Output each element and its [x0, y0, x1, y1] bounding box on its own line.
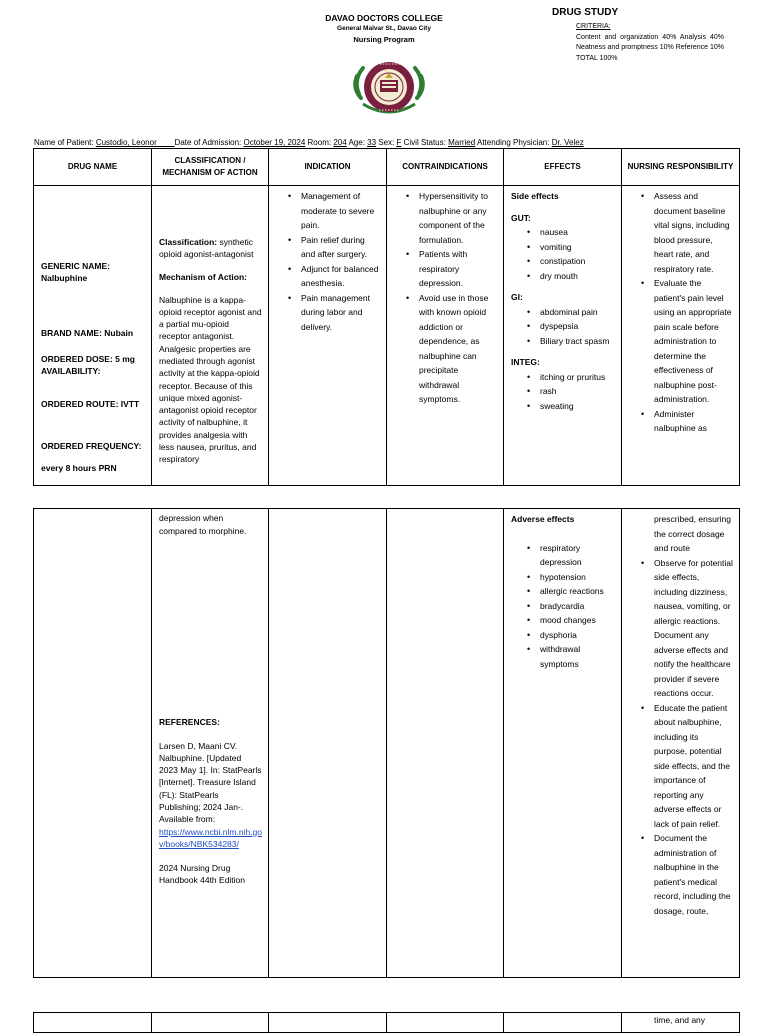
effect-item: • dyspepsia: [540, 319, 615, 334]
sex-label: Sex:: [376, 138, 397, 147]
effect-item: • abdominal pain: [540, 305, 615, 320]
contraindication-cell: [387, 186, 504, 486]
nursing-continued-text-page3: time, and any: [654, 1015, 706, 1025]
nursing-list-page1: [636, 189, 733, 436]
adverse-item: • dysphoria: [540, 628, 615, 643]
patient-info-line: [34, 137, 584, 148]
adverse-item: • withdrawal symptoms: [540, 642, 615, 671]
side-effects-label: Side effects: [511, 191, 559, 201]
effect-item: • Biliary tract spasm: [540, 334, 615, 349]
drug-study-table-page1: [33, 148, 740, 486]
criteria-text: Content and organization 40% Analysis 40% Neatness and promptness 10% Reference 10% TOTAL 100%: [576, 33, 724, 62]
physician-label: Attending Physician:: [475, 138, 552, 147]
reference-1: Larsen D, Maani CV. Nalbuphine. [Updated 2023 May 1]. In: StatPearls [Internet]. Treasure Island (FL): StatPearls Publishing; 2024 Jan-. Available from:: [159, 740, 262, 825]
ordered-frequency-label: ORDERED FREQUENCY:: [41, 441, 142, 451]
effect-item: • rash: [540, 384, 615, 399]
effect-item: • itching or pruritus: [540, 370, 615, 385]
drug-study-title: DRUG STUDY: [552, 7, 619, 18]
contraindication-item: • Avoid use in those with known opioid addiction or dependence, as nalbuphine can precipitate withdrawal symptoms.: [419, 291, 497, 407]
classification-cell: [152, 186, 269, 486]
gi-effects-list: [522, 305, 615, 349]
civil-status-label: Civil Status:: [401, 138, 449, 147]
college-seal-icon: [349, 58, 429, 118]
gi-label: GI:: [511, 292, 523, 302]
integ-label: INTEG:: [511, 357, 540, 367]
gut-label: GUT:: [511, 212, 531, 223]
program-name: Nursing Program: [353, 35, 415, 44]
nursing-item: • Evaluate the patient's pain level using an appropriate pain scale before administration to determine the effectiveness of nalbuphine post-administration.: [654, 276, 733, 407]
effects-cell: [504, 186, 622, 486]
patient-sex: F: [396, 138, 402, 147]
effect-item: • nausea: [540, 225, 615, 240]
classification-value: synthetic opioid agonist-antagonist: [159, 237, 254, 259]
indication-list: [283, 189, 380, 334]
indication-item: • Pain management during labor and delivery.: [301, 291, 380, 335]
adverse-item: • allergic reactions: [540, 584, 615, 599]
indication-cell: [269, 186, 387, 486]
reference-link[interactable]: https://www.ncbi.nlm.nih.gov/books/NBK534283/: [159, 826, 262, 849]
moa-label: Mechanism of Action:: [159, 272, 247, 282]
school-name: DAVAO DOCTORS COLLEGE: [325, 13, 443, 23]
moa-text-part2: depression when compared to morphine.: [159, 513, 247, 536]
indication-cell-page3: [269, 1013, 387, 1033]
drug-name-cell-cont: [34, 509, 152, 978]
drug-name-cell-page3: [34, 1013, 152, 1033]
grading-criteria: [576, 22, 724, 64]
effects-cell-page3: [504, 1013, 622, 1033]
nursing-item: • Document the administration of nalbuphine in the patient's medical record, including the dosage, route,: [654, 831, 733, 918]
moa-text-part1: Nalbuphine is a kappa-opioid receptor agonist and a partial mu-opioid receptor antagonist. Analgesic properties are mediated through agonist activity at the kappa-opioid receptor. Because of this unique mixed agonist-antagonist opioid receptor activity of nalbuphine, it provides analgesia with less nausea, pruritus, and respiratory: [159, 294, 262, 465]
classification-cell-cont: [152, 509, 269, 978]
indication-item: • Pain relief during and after surgery.: [301, 233, 380, 262]
header-drug-name: DRUG NAME: [34, 149, 152, 186]
patient-name-label: Name of Patient:: [34, 138, 96, 147]
criteria-label: CRITERIA:: [576, 23, 611, 30]
physician-name: Dr. Velez: [551, 138, 584, 147]
nursing-cell-page3: [622, 1013, 740, 1033]
header-contraindications: CONTRAINDICATIONS: [387, 149, 504, 186]
civil-status: Married: [448, 138, 476, 147]
admission-date: October 19, 2024: [243, 138, 306, 147]
adverse-effects-label: Adverse effects: [511, 514, 575, 524]
brand-name: BRAND NAME: Nubain: [41, 328, 134, 338]
room-number: 204: [333, 138, 347, 147]
header-effects: EFFECTS: [504, 149, 622, 186]
room-label: Room:: [305, 138, 334, 147]
nursing-continued-text: prescribed, ensuring the correct dosage and route: [654, 514, 732, 553]
reference-2: 2024 Nursing Drug Handbook 44th Edition: [159, 863, 246, 886]
drug-study-table-page2: [33, 508, 740, 978]
admission-label: Date of Admission:: [174, 138, 244, 147]
adverse-item: • bradycardia: [540, 599, 615, 614]
contraindication-item: • Patients with respiratory depression.: [419, 247, 497, 291]
header-classification: CLASSIFICATION / MECHANISM OF ACTION: [152, 149, 269, 186]
nursing-item: • Administer nalbuphine as: [654, 407, 733, 436]
contraindication-item: • Hypersensitivity to nalbuphine or any component of the formulation.: [419, 189, 497, 247]
patient-name-blank: ____: [156, 138, 175, 147]
patient-age: 33: [367, 138, 377, 147]
nursing-cell-cont: [622, 509, 740, 978]
contraindication-list: [401, 189, 497, 407]
adverse-effects-list: [522, 541, 615, 672]
contraindication-cell-page3: [387, 1013, 504, 1033]
classification-text: [152, 186, 268, 260]
school-address: General Malvar St., Davao City: [337, 25, 431, 32]
ordered-dose: ORDERED DOSE: 5 mg: [41, 353, 135, 364]
nursing-list-page2: [636, 556, 733, 919]
nursing-item: • Observe for potential side effects, including dizziness, nausea, vomiting, or allergic reactions. Document any adverse effects and notify the healthcare provider if severe reactions occur.: [654, 556, 733, 701]
adverse-item: • mood changes: [540, 613, 615, 628]
nursing-cell: [622, 186, 740, 486]
header-indication: INDICATION: [269, 149, 387, 186]
effect-item: • sweating: [540, 399, 615, 414]
availability: AVAILABILITY:: [41, 365, 101, 376]
adverse-item: • respiratory depression: [540, 541, 615, 570]
ordered-frequency: every 8 hours PRN: [41, 462, 117, 473]
indication-item: • Adjunct for balanced anesthesia.: [301, 262, 380, 291]
effect-item: • vomiting: [540, 240, 615, 255]
adverse-item: • hypotension: [540, 570, 615, 585]
integ-effects-list: [522, 370, 615, 414]
drug-name-cell: [34, 186, 152, 486]
indication-cell-cont: [269, 509, 387, 978]
references-label: REFERENCES:: [159, 717, 220, 727]
header-nursing-responsibility: NURSING RESPONSIBILITY: [622, 149, 740, 186]
contraindication-cell-cont: [387, 509, 504, 978]
gut-effects-list: [522, 225, 615, 283]
effects-cell-cont: [504, 509, 622, 978]
nursing-item: • Assess and document baseline vital signs, including blood pressure, heart rate, and respiratory rate.: [654, 189, 733, 276]
ordered-route: ORDERED ROUTE: IVTT: [41, 398, 140, 409]
patient-name: Custodio, Leonor: [95, 138, 157, 147]
nursing-item: • Educate the patient about nalbuphine, including its purpose, potential side effects, and the importance of reporting any adverse effects or lack of pain relief.: [654, 701, 733, 832]
age-label: Age:: [346, 138, 368, 147]
classification-cell-page3: [152, 1013, 269, 1033]
indication-item: • Management of moderate to severe pain.: [301, 189, 380, 233]
generic-name: GENERIC NAME: Nalbuphine: [41, 261, 110, 283]
classification-label: Classification:: [159, 237, 218, 247]
drug-study-table-page3: [33, 1012, 740, 1033]
effect-item: • constipation: [540, 254, 615, 269]
effect-item: • dry mouth: [540, 269, 615, 284]
